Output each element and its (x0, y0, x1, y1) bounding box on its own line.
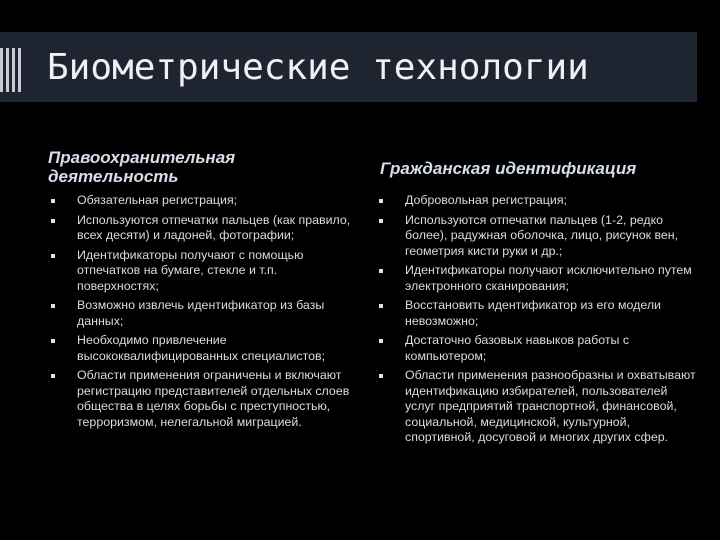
list-item: Области применения разнообразны и охватывают идентификацию избирателей, пользователей услуг предприятий транспортной, финансовой, социальной, медицинской, культурной, спортивной, досуговой и многих других сфер. (376, 368, 696, 446)
slide-title: Биометрические технологии (47, 47, 589, 88)
bullet-icon (51, 374, 55, 378)
column-heading-law-enforcement: Правоохранительная деятельность (48, 148, 236, 186)
bullet-icon (51, 219, 55, 223)
bullet-icon (379, 219, 383, 223)
list-item: Достаточно базовых навыков работы с компьютером; (376, 333, 696, 364)
bullet-icon (379, 374, 383, 378)
list-item: Идентификаторы получают исключительно путем электронного сканирования; (376, 263, 696, 294)
civil-identification-list (376, 193, 696, 450)
list-item: Восстановить идентификатор из его модели невозможно; (376, 298, 696, 329)
column-heading-civil-identification: Гражданская идентификация (380, 159, 637, 178)
bullet-icon (51, 199, 55, 203)
bullet-icon (379, 199, 383, 203)
list-item: Используются отпечатки пальцев (как правило, всех десяти) и ладоней, фотографии; (48, 213, 356, 244)
decorative-lines-icon (0, 48, 26, 92)
bullet-icon (379, 339, 383, 343)
bullet-icon (379, 304, 383, 308)
law-enforcement-list (48, 193, 356, 434)
bullet-icon (51, 254, 55, 258)
list-item: Используются отпечатки пальцев (1-2, редко более), радужная оболочка, лицо, рисунок вен, геометрия кисти руки и др.; (376, 213, 696, 260)
bullet-icon (51, 304, 55, 308)
bullet-icon (379, 269, 383, 273)
bullet-icon (51, 339, 55, 343)
list-item: Области применения ограничены и включают регистрацию представителей отдельных слоев общества в целях борьбы с преступностью, терроризмом, нелегальной миграцией. (48, 368, 356, 430)
list-item: Возможно извлечь идентификатор из базы данных; (48, 298, 356, 329)
list-item: Необходимо привлечение высококвалифицированных специалистов; (48, 333, 356, 364)
list-item: Добровольная регистрация; (376, 193, 696, 209)
list-item: Обязательная регистрация; (48, 193, 356, 209)
list-item: Идентификаторы получают с помощью отпечатков на бумаге, стекле и т.п. поверхностях; (48, 248, 356, 295)
